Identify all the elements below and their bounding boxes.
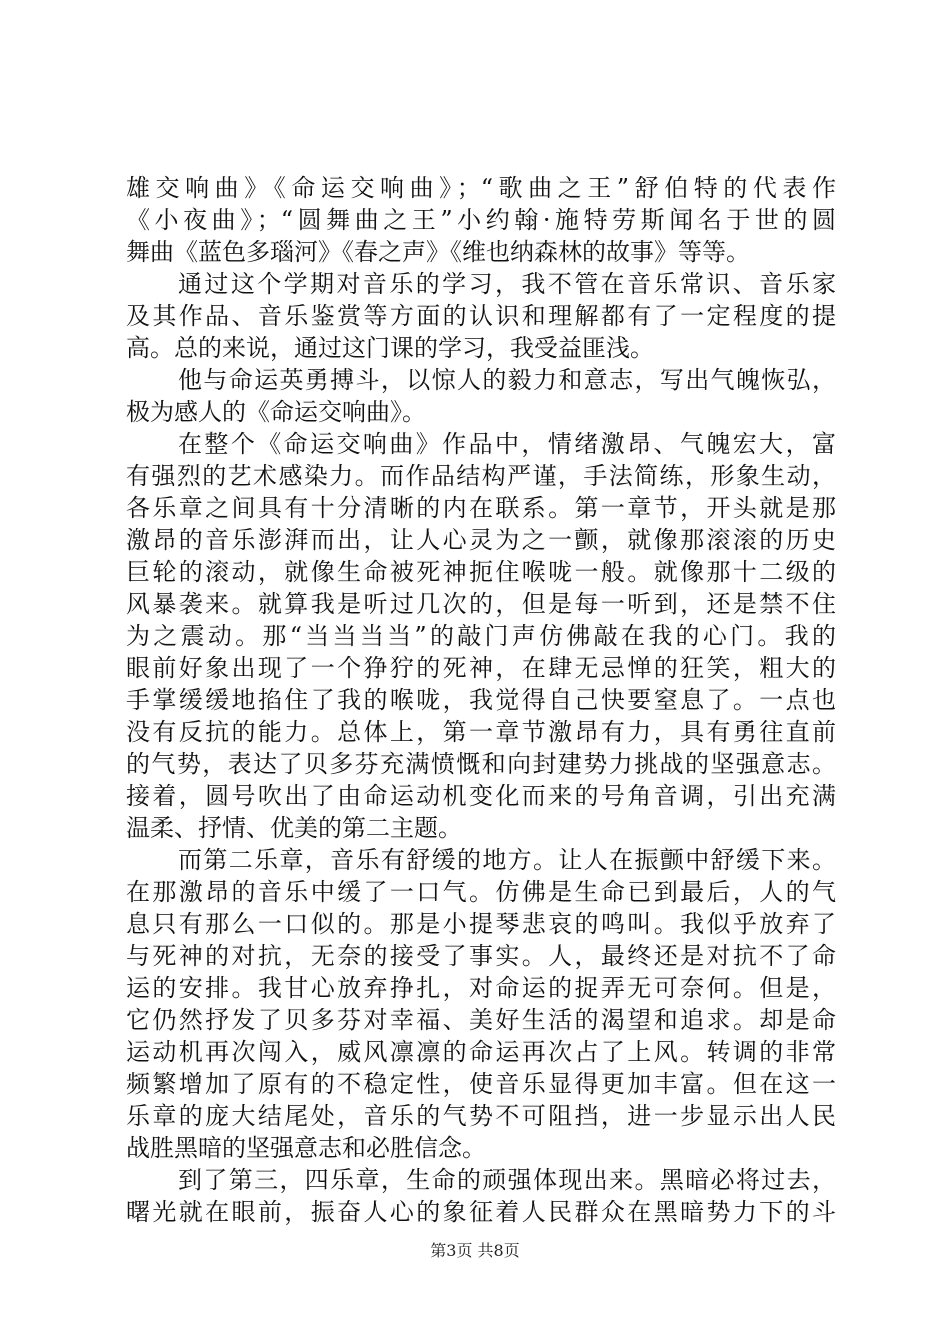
text-line: 舞曲《蓝色多瑙河》《春之声》《维也纳森林的故事》等等。 bbox=[126, 238, 750, 266]
text-line: 战胜黑暗的坚强意志和必胜信念。 bbox=[126, 1134, 486, 1162]
text-line: 手掌缓缓地掐住了我的喉咙，我觉得自己快要窒息了。一点也 bbox=[126, 686, 836, 714]
text-line: 的气势，表达了贝多芬充满愤慨和向封建势力挑战的坚强意志。 bbox=[126, 750, 836, 778]
text-line: 运动机再次闯入，威风凛凛的命运再次占了上风。转调的非常 bbox=[126, 1038, 836, 1066]
text-line: 激昂的音乐澎湃而出，让人心灵为之一颤，就像那滚滚的历史 bbox=[126, 526, 836, 554]
text-line: 为之震动。那“当当当当”的敲门声仿佛敲在我的心门。我的 bbox=[126, 622, 836, 650]
text-line: 它仍然抒发了贝多芬对幸福、美好生活的渴望和追求。却是命 bbox=[126, 1006, 836, 1034]
text-line: 通过这个学期对音乐的学习，我不管在音乐常识、音乐家 bbox=[178, 270, 836, 298]
document-body bbox=[126, 172, 836, 1228]
text-line: 在整个《命运交响曲》作品中，情绪激昂、气魄宏大，富 bbox=[178, 430, 836, 458]
text-line: 各乐章之间具有十分清晰的内在联系。第一章节，开头就是那 bbox=[126, 494, 836, 522]
text-line: 而第二乐章，音乐有舒缓的地方。让人在振颤中舒缓下来。 bbox=[178, 846, 836, 874]
text-line: 他与命运英勇搏斗，以惊人的毅力和意志，写出气魄恢弘， bbox=[178, 366, 836, 394]
text-line: 接着，圆号吹出了由命运动机变化而来的号角音调，引出充满 bbox=[126, 782, 836, 810]
text-line: 乐章的庞大结尾处，音乐的气势不可阻挡，进一步显示出人民 bbox=[126, 1102, 836, 1130]
text-line: 频繁增加了原有的不稳定性，使音乐显得更加丰富。但在这一 bbox=[126, 1070, 836, 1098]
text-line: 眼前好象出现了一个狰狞的死神，在肆无忌惮的狂笑，粗大的 bbox=[126, 654, 836, 682]
text-line: 到了第三，四乐章，生命的顽强体现出来。黑暗必将过去， bbox=[178, 1166, 836, 1194]
text-line: 巨轮的滚动，就像生命被死神扼住喉咙一般。就像那十二级的 bbox=[126, 558, 836, 586]
text-line: 息只有那么一口似的。那是小提琴悲哀的鸣叫。我似乎放弃了 bbox=[126, 910, 836, 938]
text-line: 极为感人的《命运交响曲》。 bbox=[126, 398, 426, 426]
text-line: 与死神的对抗，无奈的接受了事实。人，最终还是对抗不了命 bbox=[126, 942, 836, 970]
text-line: 有强烈的艺术感染力。而作品结构严谨，手法简练，形象生动， bbox=[126, 462, 836, 490]
text-line: 雄交响曲》《命运交响曲》；“歌曲之王”舒伯特的代表作 bbox=[126, 174, 836, 202]
page-number-footer: 第3页 共8页 bbox=[430, 1241, 520, 1260]
text-line: 《小夜曲》；“圆舞曲之王”小约翰·施特劳斯闻名于世的圆 bbox=[126, 206, 836, 234]
text-line: 运的安排。我甘心放弃挣扎，对命运的捉弄无可奈何。但是， bbox=[126, 974, 836, 1002]
text-line: 及其作品、音乐鉴赏等方面的认识和理解都有了一定程度的提 bbox=[126, 302, 836, 330]
text-line: 在那激昂的音乐中缓了一口气。仿佛是生命已到最后，人的气 bbox=[126, 878, 836, 906]
text-line: 曙光就在眼前，振奋人心的象征着人民群众在黑暗势力下的斗 bbox=[126, 1198, 836, 1226]
text-line: 风暴袭来。就算我是听过几次的，但是每一听到，还是禁不住 bbox=[126, 590, 836, 618]
text-line: 没有反抗的能力。总体上，第一章节激昂有力，具有勇往直前 bbox=[126, 718, 836, 746]
text-line: 高。总的来说，通过这门课的学习，我受益匪浅。 bbox=[126, 334, 654, 362]
text-line: 温柔、抒情、优美的第二主题。 bbox=[126, 814, 462, 842]
